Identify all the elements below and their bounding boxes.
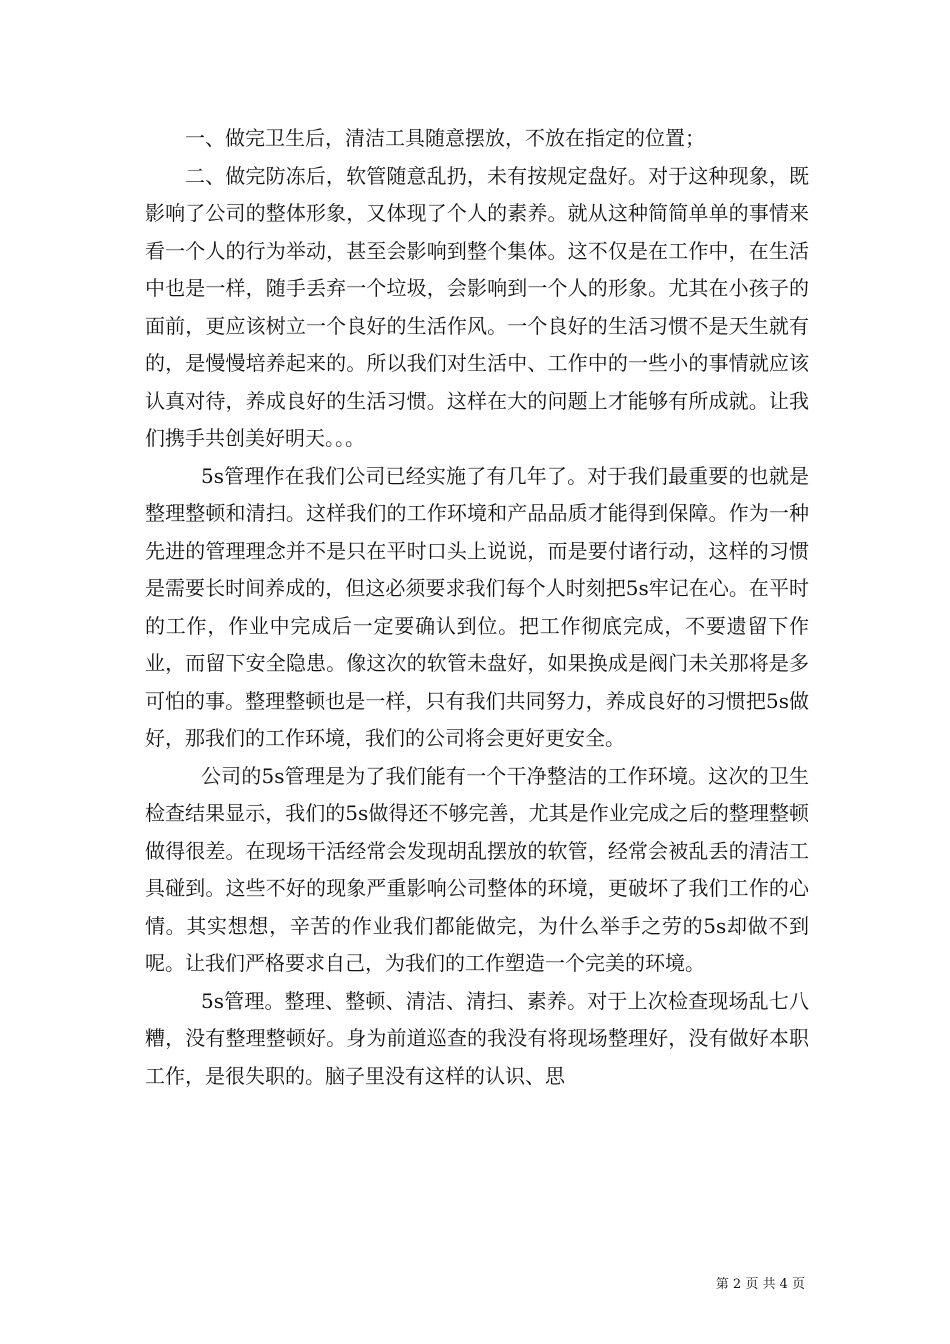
paragraph-5s-practice: 5s管理作在我们公司已经实施了有几年了。对于我们最重要的也就是整理整顿和清扫。这样我们的工作环境和产品品质才能得到保障。作为一种先进的管理理念并不是只在平时口头上说说，而是要付诸行动，这样的习惯是需要长时间养成的，但这必须要求我们每个人时刻把5s牢记在心。在平时的工作，作业中完成后一定要确认到位。把工作彻底完成，不要遗留下作业，而留下安全隐患。像这次的软管未盘好，如果换成是阀门未关那将是多可怕的事。整理整顿也是一样，只有我们共同努力，养成良好的习惯把5s做好，那我们的工作环境，我们的公司将会更好更安全。 <box>145 463 809 750</box>
page-number-footer: 第 2 页 共 4 页 <box>715 1277 805 1292</box>
document-body <box>145 120 809 1095</box>
paragraph-item-1: 一、做完卫生后，清洁工具随意摆放，不放在指定的位置； <box>185 126 705 150</box>
paragraph-item-2: 二、做完防冻后，软管随意乱扔，未有按规定盘好。对于这种现象，既影响了公司的整体形象，又体现了个人的素养。就从这种简简单单的事情来看一个人的行为举动，甚至会影响到整个集体。这不仅是在工作中，在生活中也是一样，随手丢弃一个垃圾，会影响到一个人的形象。尤其在小孩子的面前，更应该树立一个良好的生活作风。一个良好的生活习惯不是天生就有的，是慢慢培养起来的。所以我们对生活中、工作中的一些小的事情就应该认真对待，养成良好的生活习惯。这样在大的问题上才能够有所成就。让我们携手共创美好明天。。。 <box>145 163 809 450</box>
paragraph-5s-reflection: 5s管理。整理、整顿、清洁、清扫、素养。对于上次检查现场乱七八糟，没有整理整顿好。身为前道巡查的我没有将现场整理好，没有做好本职工作，是很失职的。脑子里没有这样的认识、思 <box>145 988 809 1088</box>
paragraph-5s-company: 公司的5s管理是为了我们能有一个干净整洁的工作环境。这次的卫生检查结果显示，我们的5s做得还不够完善，尤其是作业完成之后的整理整顿做得很差。在现场干活经常会发现胡乱摆放的软管，经常会被乱丢的清洁工具碰到。这些不好的现象严重影响公司整体的环境，更破坏了我们工作的心情。其实想想，辛苦的作业我们都能做完，为什么举手之劳的5s却做不到呢。让我们严格要求自己，为我们的工作塑造一个完美的环境。 <box>145 763 809 975</box>
